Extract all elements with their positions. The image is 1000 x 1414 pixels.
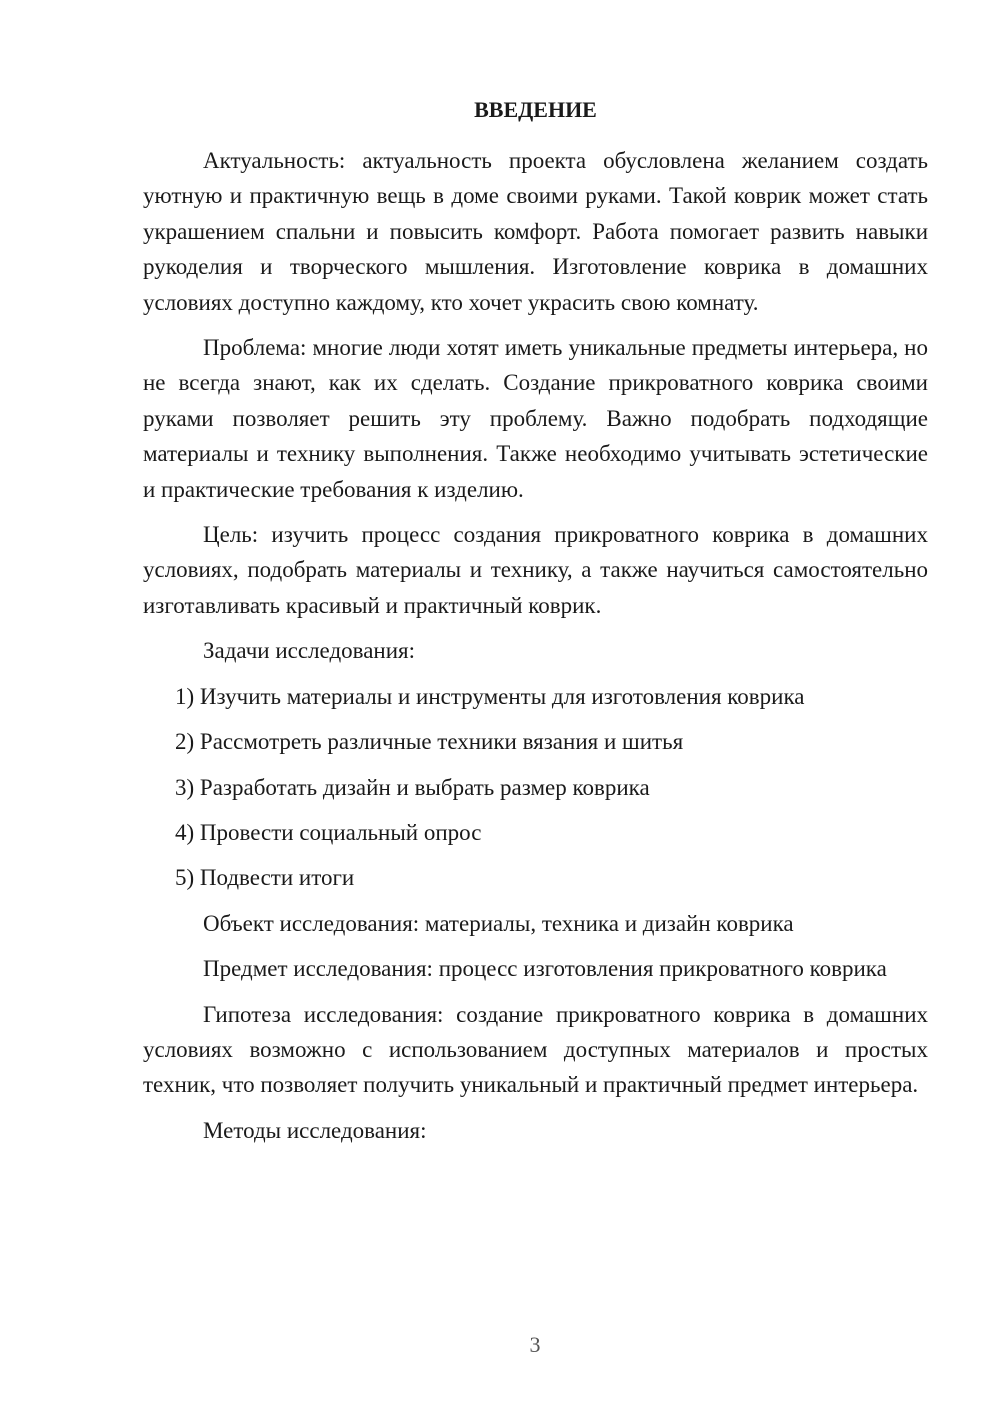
list-item: 1) Изучить материалы и инструменты для изготовления коврика	[175, 683, 805, 709]
document-page	[143, 95, 928, 1158]
relevance-paragraph: Актуальность: актуальность проекта обусловлена желанием создать уютную и практичную вещь в доме своими руками. Такой коврик может стать украшением спальни и повысить комфорт. Работа помогает развить навыки рукоделия и творческого мышления. Изготовление коврика в домашних условиях доступно каждому, кто хочет украсить свою комнату.	[143, 148, 928, 315]
methods-heading: Методы исследования:	[203, 1117, 427, 1143]
list-item: 2) Рассмотреть различные техники вязания и шитья	[175, 729, 684, 755]
list-item: 5) Подвести итоги	[175, 865, 355, 891]
object-paragraph: Объект исследования: материалы, техника и дизайн коврика	[203, 910, 794, 936]
page-number: 3	[529, 1332, 541, 1357]
problem-paragraph: Проблема: многие люди хотят иметь уникальные предметы интерьера, но не всегда знают, как их сделать. Создание прикроватного коврика своими руками позволяет решить эту проблему. Важно подобрать подходящие материалы и технику выполнения. Также необходимо учитывать эстетические и практические требования к изделию.	[143, 335, 928, 502]
tasks-list	[143, 679, 928, 896]
subject-paragraph: Предмет исследования: процесс изготовления прикроватного коврика	[203, 956, 887, 982]
hypothesis-paragraph: Гипотеза исследования: создание прикроватного коврика в домашних условиях возможно с использованием доступных материалов и простых техник, что позволяет получить уникальный и практичный предмет интерьера.	[143, 1001, 928, 1098]
goal-paragraph: Цель: изучить процесс создания прикроватного коврика в домашних условиях, подобрать материалы и технику, а также научиться самостоятельно изготавливать красивый и практичный коврик.	[143, 522, 928, 618]
list-item: 4) Провести социальный опрос	[175, 819, 482, 845]
tasks-heading: Задачи исследования:	[203, 638, 416, 664]
list-item: 3) Разработать дизайн и выбрать размер коврика	[175, 774, 650, 800]
page-title: ВВЕДЕНИЕ	[474, 97, 597, 122]
